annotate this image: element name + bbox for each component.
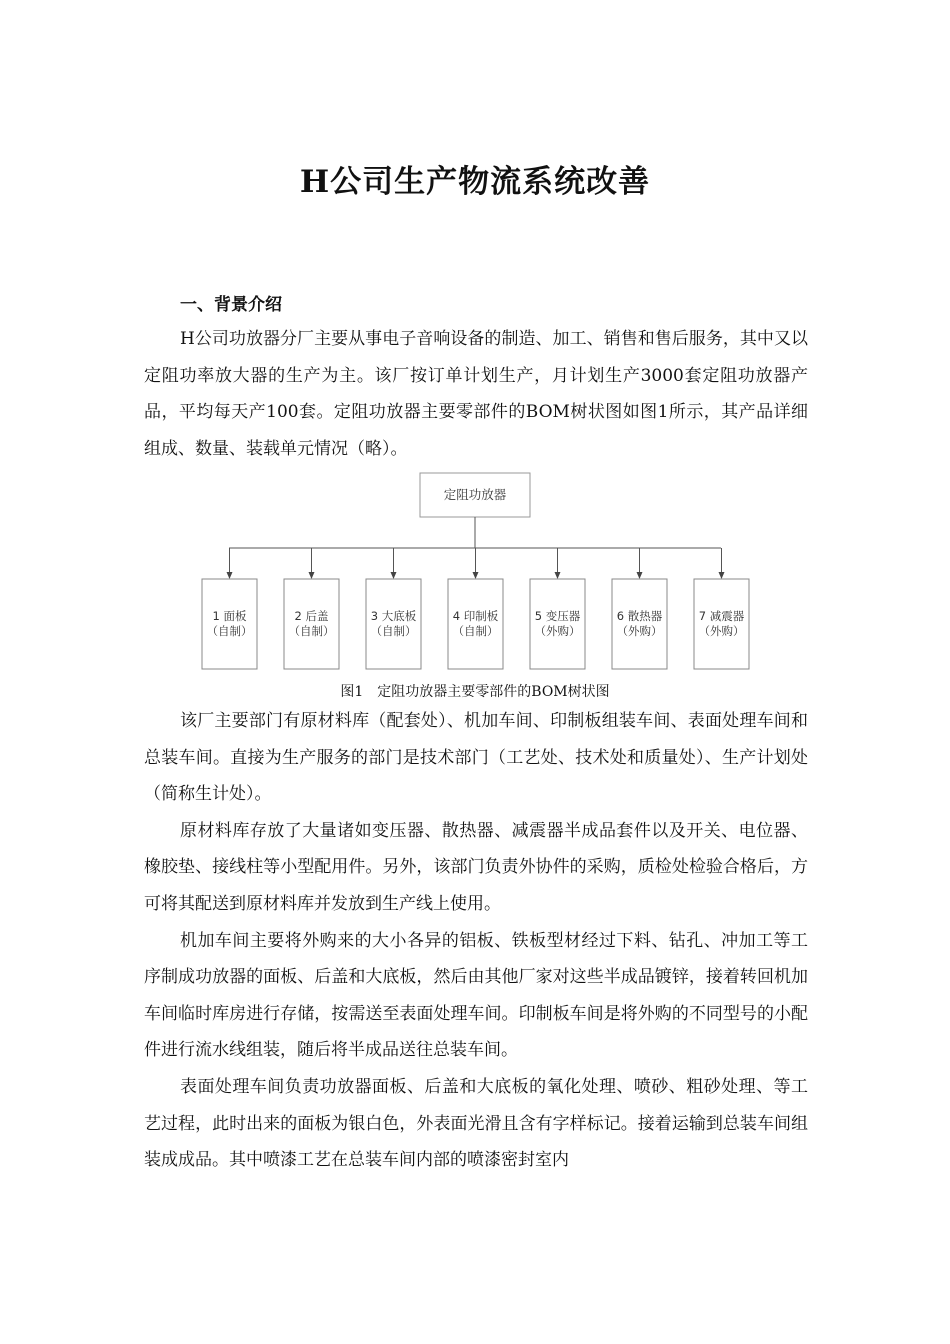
- bom-node-source: （自制）: [288, 624, 335, 638]
- bom-node-source: （外购）: [698, 624, 745, 638]
- paragraph-machining: 机加车间主要将外购来的大小各异的铝板、铁板型材经过下料、钻孔、冲加工等工序制成功放器的面板、后盖和大底板，然后由其他厂家对这些半成品镀锌，接着转回机加车间临时库房进行存储，按需送至表面处理车间。印制板车间是将外购的不同型号的小配件进行流水线组装，随后将半成品送往总装车间。: [144, 930, 808, 1061]
- body-text-top: [144, 321, 808, 467]
- paragraph-departments: 该厂主要部门有原材料库（配套处）、机加车间、印制板组装车间、表面处理车间和总装车间。直接为生产服务的部门是技术部门（工艺处、技术处和质量处）、生产计划处（简称生计处）。: [144, 711, 808, 805]
- bom-node-3: [366, 548, 421, 669]
- bom-node-source: （自制）: [452, 624, 499, 638]
- bom-arrowhead: [309, 572, 315, 579]
- document-title: H公司生产物流系统改善: [299, 164, 651, 200]
- bom-arrowhead: [637, 572, 643, 579]
- bom-node-7: [694, 548, 749, 669]
- bom-node-name: 5 变压器: [534, 609, 581, 623]
- bom-node-name: 3 大底板: [370, 609, 417, 623]
- bom-arrowhead: [555, 572, 561, 579]
- bom-node-source: （自制）: [206, 624, 253, 638]
- body-text-bottom: [144, 703, 808, 1179]
- bom-arrowhead: [719, 572, 725, 579]
- paragraph-surface-treatment: 表面处理车间负责功放器面板、后盖和大底板的氧化处理、喷砂、粗砂处理、等工艺过程，此时出来的面板为银白色，外表面光滑且含有字样标记。接着运输到总装车间组装成成品。其中喷漆工艺在总装车间内部的喷漆密封室内: [144, 1076, 808, 1171]
- paragraph-intro: H公司功放器分厂主要从事电子音响设备的制造、加工、销售和售后服务，其中又以定阻功率放大器的生产为主。该厂按订单计划生产，月计划生产3000套定阻功放器产品，平均每天产100套。定阻功放器主要零部件的BOM树状图如图1所示，其产品详细组成、数量、装载单元情况（略）。: [144, 329, 809, 459]
- bom-node-source: （自制）: [370, 624, 417, 638]
- bom-node-name: 7 减震器: [698, 609, 745, 623]
- bom-root-label: 定阻功放器: [443, 487, 507, 502]
- bom-node-name: 4 印制板: [452, 609, 499, 623]
- bom-arrowhead: [227, 572, 233, 579]
- bom-node-name: 6 散热器: [616, 609, 663, 623]
- bom-node-source: （外购）: [616, 624, 663, 638]
- bom-node-4: [448, 548, 503, 669]
- bom-tree-diagram: [195, 470, 765, 675]
- bom-node-6: [612, 548, 667, 669]
- bom-node-source: （外购）: [534, 624, 581, 638]
- figure-1-caption: 图1 定阻功放器主要零部件的BOM树状图: [340, 684, 610, 700]
- bom-node-5: [530, 548, 585, 669]
- bom-arrowhead: [391, 572, 397, 579]
- bom-node-2: [284, 548, 339, 669]
- section-heading-background: 一、背景介绍: [180, 295, 282, 315]
- bom-node-name: 1 面板: [212, 609, 247, 623]
- bom-node-1: [202, 548, 257, 669]
- paragraph-raw-materials: 原材料库存放了大量诸如变压器、散热器、减震器半成品套件以及开关、电位器、橡胶垫、接线柱等小型配用件。另外，该部门负责外协件的采购，质检处检验合格后，方可将其配送到原材料库并发放到生产线上使用。: [144, 820, 808, 914]
- bom-arrowhead: [473, 572, 479, 579]
- bom-node-name: 2 后盖: [294, 609, 329, 623]
